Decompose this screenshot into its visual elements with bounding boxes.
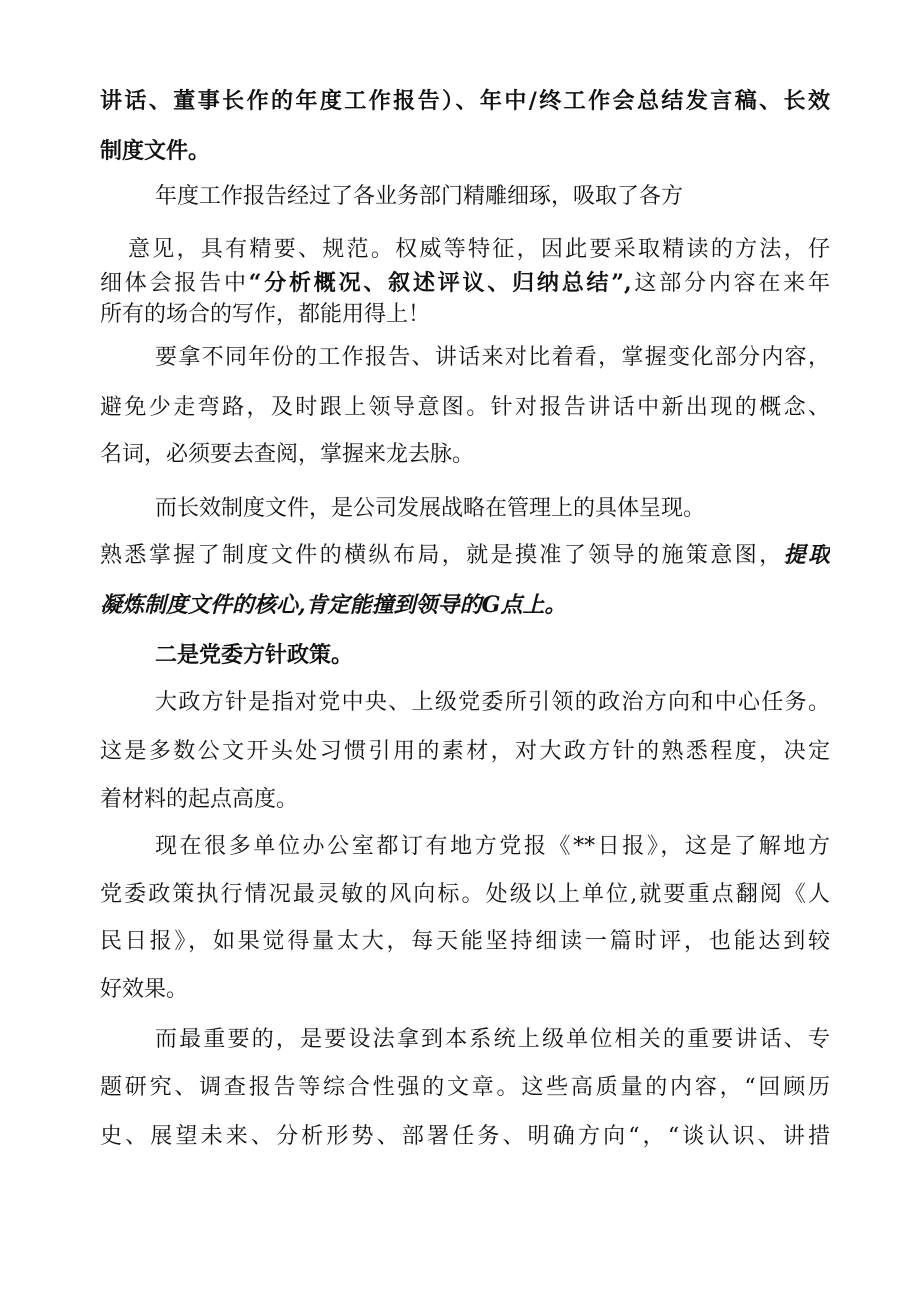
paragraph-2-line-2: 意见，具有精要、规范。权威等特征，因此要采取精读的方法，仔 (128, 237, 830, 262)
paragraph-6-line-4: 好效果。 (100, 977, 189, 1002)
paragraph-1-line-2: 制度文件。 (100, 138, 211, 164)
paragraph-2-line-1: 年度工作报告经过了各业务部门精雕细琢，吸取了各方 (155, 184, 684, 209)
paragraph-2-line-3-text: 细体会报告中 (100, 271, 249, 296)
paragraph-2-line-3-tail: 这部分内容在来年 (631, 271, 830, 296)
paragraph-2-highlight: “分析概况、叙述评议、归纳总结”, (248, 270, 632, 296)
section-heading: 二是党委方针政策。 (155, 642, 354, 668)
paragraph-2-line-4: 所有的场合的写作，都能用得上！ (100, 302, 431, 327)
paragraph-4-line-1: 而长效制度文件，是公司发展战略在管理上的具体呈现。 (155, 496, 706, 521)
paragraph-2-line-3 (100, 268, 830, 299)
paragraph-4-line-2 (100, 540, 830, 571)
paragraph-7-line-1: 而最重要的，是要设法拿到本系统上级单位相关的重要讲话、专 (155, 1027, 830, 1052)
paragraph-5-line-2: 这是多数公文开头处习惯引用的素材，对大政方针的熟悉程度，决定 (100, 739, 830, 764)
paragraph-6-line-2: 党委政策执行情况最灵敏的风向标。处级以上单位,就要重点翻阅《人 (100, 882, 830, 907)
paragraph-4-emphasis: 凝炼制度文件的核心,肯定能撞到领导的G点上。 (100, 592, 567, 618)
paragraph-3-line-1: 要拿不同年份的工作报告、讲话来对比着看，掌握变化部分内容， (155, 345, 830, 370)
paragraph-7-line-2: 题研究、调查报告等综合性强的文章。这些高质量的内容，“回顾历 (100, 1075, 830, 1100)
paragraph-7-line-3: 史、展望未来、分析形势、部署任务、明确方向“，“谈认识、讲措 (100, 1124, 830, 1149)
paragraph-6-line-1: 现在很多单位办公室都订有地方党报《**日报》，这是了解地方 (155, 834, 830, 859)
paragraph-4-emphasis-start: 提取 (783, 542, 830, 568)
paragraph-5-line-3: 着材料的起点高度。 (100, 787, 299, 812)
paragraph-5-line-1: 大政方针是指对党中央、上级党委所引领的政治方向和中心任务。 (155, 690, 830, 715)
paragraph-3-line-3: 名词，必须要去查阅，掌握来龙去脉。 (100, 442, 475, 467)
paragraph-3-line-2: 避免少走弯路，及时跟上领导意图。针对报告讲话中新出现的概念、 (100, 395, 830, 420)
paragraph-4-line-2-text: 熟悉掌握了制度文件的横纵布局，就是摸准了领导的施策意图， (100, 543, 784, 568)
paragraph-6-line-3: 民日报》，如果觉得量太大，每天能坚持细读一篇时评，也能达到较 (100, 929, 830, 954)
paragraph-1-line-1: 讲话、董事长作的年度工作报告）、年中/终工作会总结发言稿、长效 (100, 88, 830, 114)
